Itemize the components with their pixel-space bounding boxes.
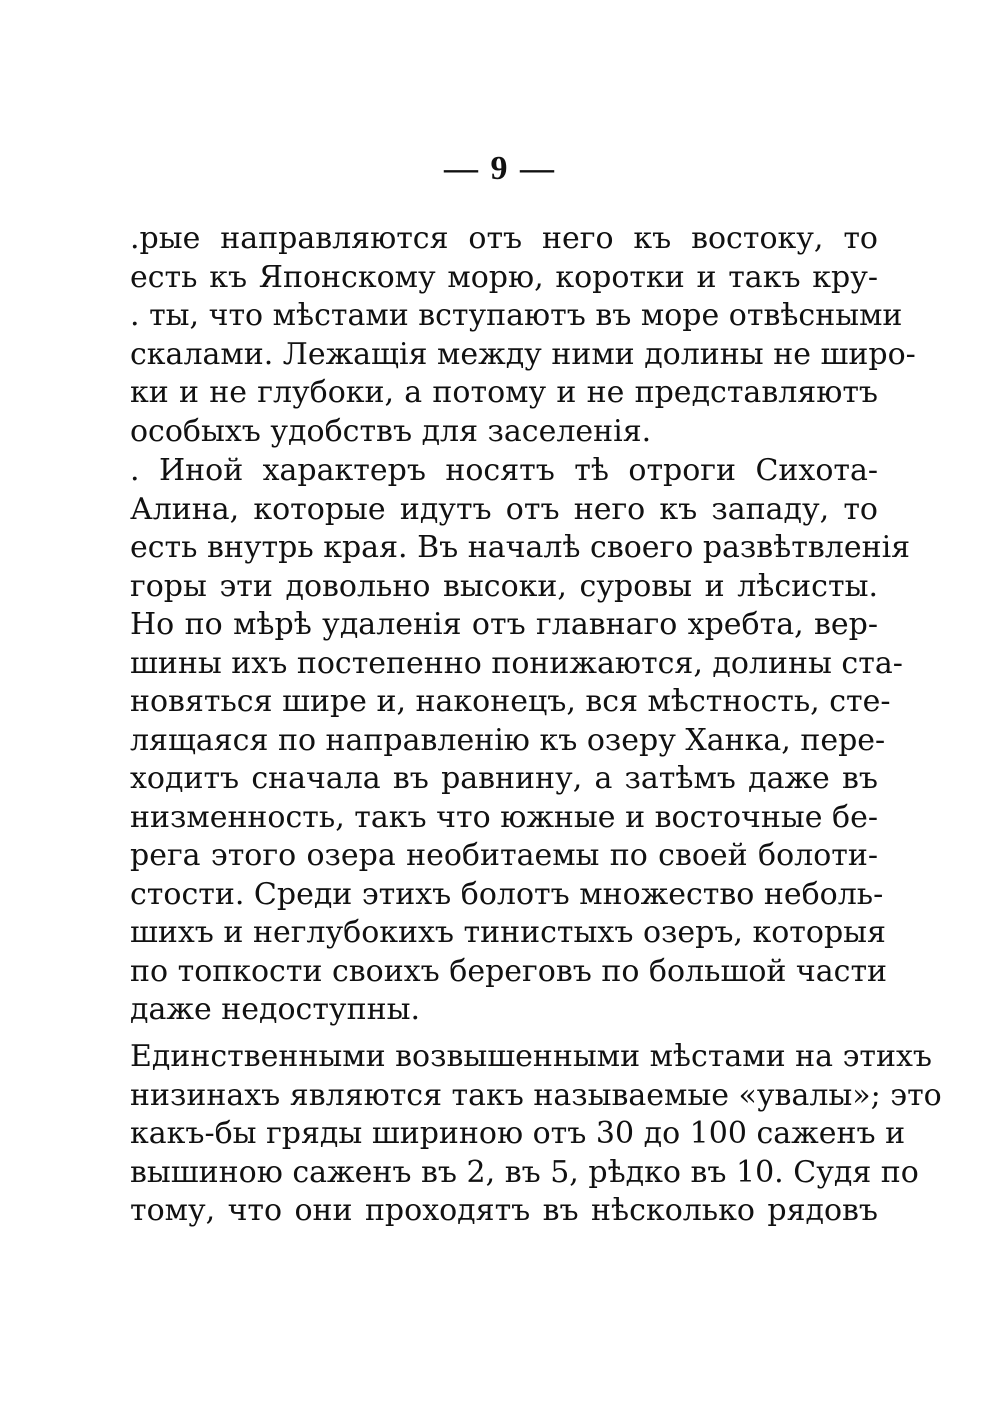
text-line: тому, что они проходятъ въ нѣсколько рядовъ: [130, 1193, 878, 1228]
text-line: .рые направляются отъ него къ востоку, то: [130, 221, 878, 256]
text-line: новяться шире и, наконецъ, вся мѣстность, сте-: [130, 684, 891, 719]
text-line: ки и не глубоки, а потому и не представляютъ: [130, 375, 878, 410]
text-line: низменность, такъ что южные и восточные бе-: [130, 799, 878, 835]
text-line: низинахъ являются такъ называемые «увалы»; это: [130, 1077, 942, 1113]
text-line: Единственными возвышенными мѣстами на этихъ: [130, 1039, 932, 1074]
text-line: . Иной характеръ носятъ тѣ отроги Сихота-: [130, 453, 878, 488]
text-line: стости. Среди этихъ болотъ множество неболь-: [130, 876, 884, 912]
text-line: вышиною саженъ въ 2, въ 5, рѣдко въ 10. Судя по: [130, 1154, 919, 1190]
text-line: даже недоступны.: [130, 992, 420, 1027]
paragraph-3: [130, 1038, 942, 1231]
text-line: шины ихъ постепенно понижаются, долины ста-: [130, 645, 903, 681]
text-line: по топкости своихъ береговъ по большой части: [130, 953, 888, 989]
text-line: шихъ и неглубокихъ тинистыхъ озеръ, которыя: [130, 915, 886, 950]
text-line: Но по мѣрѣ удаленія отъ главнаго хребта, вер-: [130, 607, 878, 642]
text-line: горы эти довольно высоки, суровы и лѣсисты.: [130, 568, 878, 604]
page-number: — 9 —: [444, 150, 556, 187]
text-line: лящаяся по направленію къ озеру Ханка, пере-: [130, 722, 886, 758]
text-line: ходитъ сначала въ равнину, а затѣмъ даже въ: [130, 761, 878, 796]
text-line: . ты, что мѣстами вступаютъ въ море отвѣсными: [130, 298, 903, 333]
paragraph-2: [130, 452, 911, 1030]
text-line: скалами. Лежащія между ними долины не широ-: [130, 336, 916, 372]
text-line: какъ-бы гряды шириною отъ 30 до 100 саженъ и: [130, 1116, 906, 1151]
text-line: есть къ Японскому морю, коротки и такъ кру-: [130, 259, 878, 295]
paragraph-1: [130, 220, 916, 451]
text-line: рега этого озера необитаемы по своей болоти-: [130, 838, 878, 873]
text-line: есть внутрь края. Въ началѣ своего развѣтвленія: [130, 530, 911, 565]
text-line: особыхъ удобствъ для заселенія.: [130, 413, 652, 449]
text-line: Алина, которые идутъ отъ него къ западу, то: [130, 491, 878, 527]
